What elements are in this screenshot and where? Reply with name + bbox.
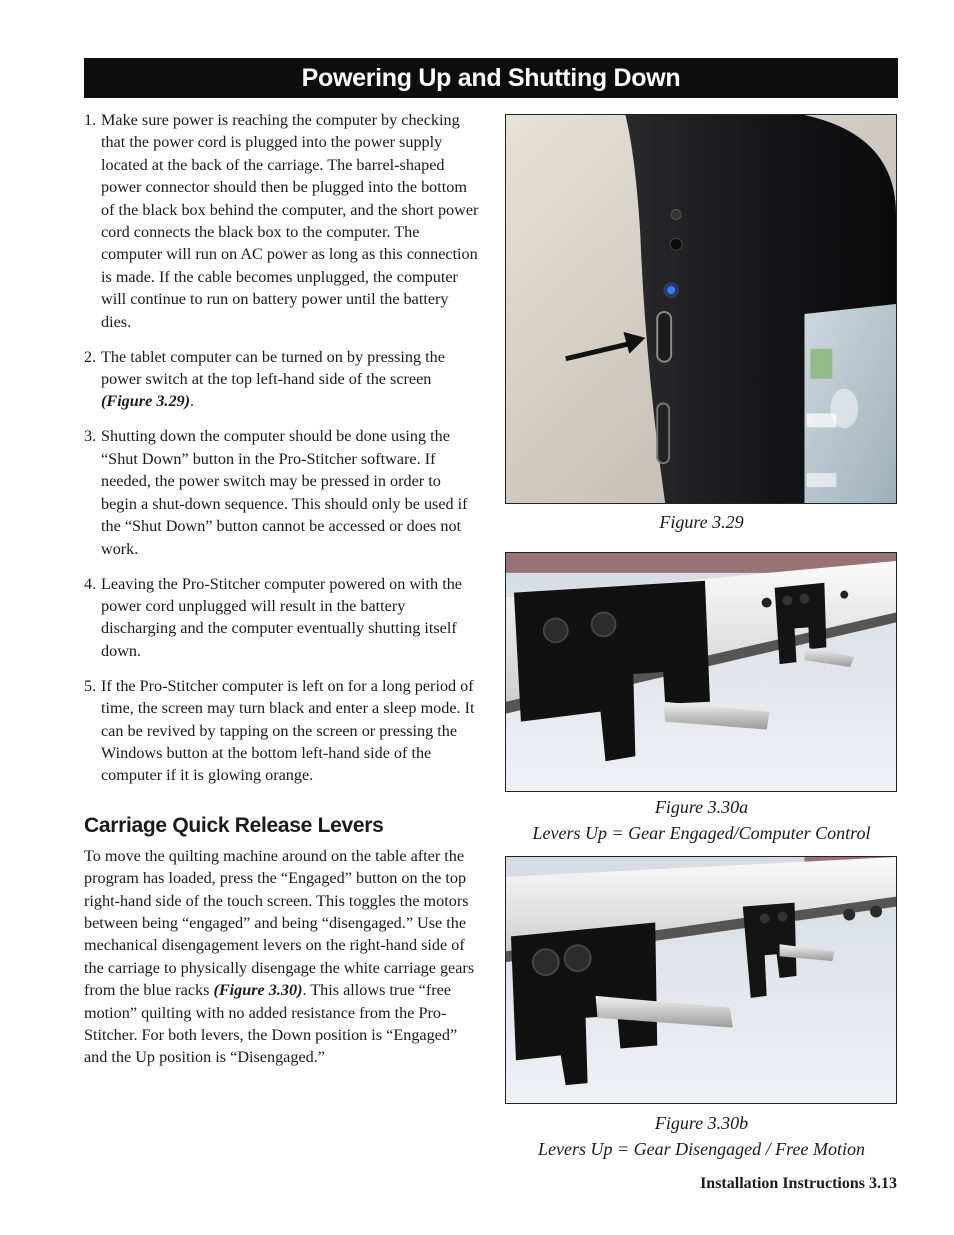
figure-3-30a-photo — [505, 552, 897, 792]
step-text-end: . — [190, 392, 195, 411]
paragraph-text-end: . This allows true “free motion” quilting with no added resistance from the Pro-Stitcher. For both levers, the Down position is “Engaged” and the Up position is “Disengaged.” — [84, 981, 458, 1067]
figure-3-30b-caption-detail: Levers Up = Gear Disengaged / Free Motion — [538, 1139, 865, 1159]
section-heading: Carriage Quick Release Levers — [84, 813, 384, 837]
section-paragraph — [84, 845, 479, 1069]
page-footer: Installation Instructions 3.13 — [700, 1175, 897, 1192]
step-item — [84, 425, 479, 559]
paragraph-text: To move the quilting machine around on the table after the program has loaded, press the “Engaged” button on the top right-hand side of the touch screen. This toggles the motors between being “engaged” and being “disengaged.” Use the mechanical disengagement levers on the right-hand side of the carriage to physically disengage the white carriage gears from the blue racks — [84, 846, 475, 1000]
step-number: 2. — [84, 347, 97, 366]
figure-3-29-photo — [505, 114, 897, 504]
step-text: Make sure power is reaching the computer by checking that the power cord is plugged into the power supply located at the back of the carriage. The barrel-shaped power connector should then be plugged into the bottom of the black box behind the computer, and the short power cord connects the black box to the computer. The computer will run on AC power as long as this connection is made. If the cable becomes unplugged, the computer will continue to run on battery power until the battery dies. — [101, 111, 479, 331]
step-number: 5. — [84, 676, 97, 695]
step-number: 1. — [84, 111, 97, 129]
step-number: 3. — [84, 427, 97, 446]
instruction-steps — [84, 109, 479, 787]
page-title: Powering Up and Shutting Down — [84, 58, 898, 98]
step-text: Leaving the Pro-Stitcher computer powered on with the power cord unplugged will result in the battery discharging and the computer eventually shutting itself down. — [101, 574, 462, 660]
step-text: Shutting down the computer should be done using the “Shut Down” button in the Pro-Stitcher software. If needed, the power switch may be pressed in order to begin a shut-down sequence. This should only be used if the “Shut Down” button cannot be accessed or does not work. — [101, 427, 468, 558]
step-text: If the Pro-Stitcher computer is left on for a long period of time, the screen may turn black and enter a sleep mode. It can be revived by tapping on the screen or pressing the Windows button at the bottom left-hand side of the computer if it is glowing orange. — [101, 676, 475, 785]
step-number: 4. — [84, 574, 97, 593]
figure-3-29-caption: Figure 3.29 — [659, 512, 744, 532]
step-item — [84, 346, 479, 413]
step-item — [84, 675, 479, 787]
figure-3-30a-caption-detail: Levers Up = Gear Engaged/Computer Control — [532, 823, 871, 843]
step-item — [84, 109, 479, 333]
left-column — [84, 109, 479, 1069]
step-text: The tablet computer can be turned on by pressing the power switch at the top left-hand side of the screen — [101, 347, 445, 389]
figure-reference: (Figure 3.30) — [213, 981, 303, 1000]
figure-3-30b-photo — [505, 856, 897, 1104]
figure-3-30b-caption: Figure 3.30b — [654, 1113, 749, 1133]
figure-reference: (Figure 3.29) — [101, 392, 191, 411]
step-item — [84, 573, 479, 663]
figure-3-30a-caption: Figure 3.30a — [654, 797, 749, 817]
